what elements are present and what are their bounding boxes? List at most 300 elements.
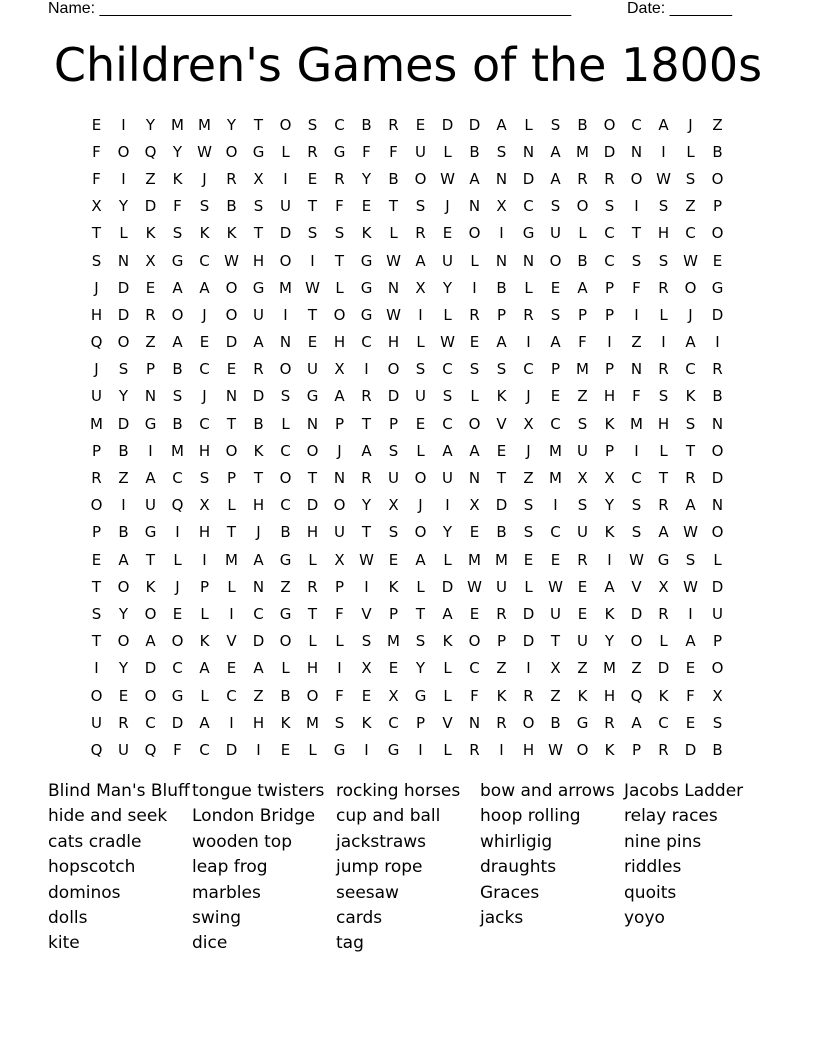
grid-letter: O: [144, 604, 157, 623]
grid-letter: O: [279, 469, 292, 488]
grid-letter: H: [252, 713, 265, 732]
grid-letter: A: [172, 333, 183, 352]
grid-letter: T: [631, 224, 642, 243]
grid-letter: A: [253, 659, 264, 678]
grid-letter: M: [549, 441, 562, 460]
grid-letter: N: [495, 251, 508, 270]
grid-letter: K: [361, 713, 372, 732]
grid-letter: S: [442, 387, 453, 406]
grid-letter: I: [445, 496, 450, 515]
grid-letter: P: [604, 360, 615, 379]
grid-letter: Z: [577, 387, 588, 406]
grid-letter: C: [469, 659, 480, 678]
grid-letter: U: [577, 632, 588, 651]
grid-letter: S: [415, 632, 426, 651]
grid-letter: P: [496, 305, 507, 324]
grid-letter: L: [308, 740, 317, 759]
grid-row: [83, 356, 731, 383]
grid-letter: W: [386, 305, 401, 324]
grid-letter: O: [414, 523, 427, 542]
grid-letter: C: [145, 713, 156, 732]
word-item: relay races: [624, 806, 718, 827]
grid-letter: H: [198, 523, 211, 542]
grid-letter: M: [279, 278, 292, 297]
grid-letter: O: [711, 441, 724, 460]
grid-letter: W: [683, 251, 698, 270]
grid-letter: O: [711, 523, 724, 542]
grid-letter: U: [307, 360, 318, 379]
grid-letter: U: [145, 496, 156, 515]
grid-letter: V: [442, 713, 453, 732]
grid-letter: H: [657, 414, 670, 433]
word-column: [192, 779, 336, 957]
grid-letter: G: [171, 686, 184, 705]
grid-letter: I: [607, 550, 612, 569]
grid-letter: P: [604, 441, 615, 460]
grid-letter: E: [712, 251, 723, 270]
grid-letter: O: [279, 251, 292, 270]
grid-letter: N: [468, 713, 481, 732]
grid-letter: K: [658, 686, 669, 705]
grid-letter: S: [91, 251, 102, 270]
grid-letter: B: [118, 523, 129, 542]
grid-letter: Q: [144, 740, 157, 759]
date-field-label[interactable]: Date: _______: [627, 0, 732, 17]
grid-letter: C: [550, 414, 561, 433]
grid-letter: Y: [442, 523, 453, 542]
grid-letter: W: [629, 550, 644, 569]
grid-letter: O: [306, 441, 319, 460]
grid-letter: U: [334, 523, 345, 542]
grid-letter: D: [711, 469, 724, 488]
grid-letter: W: [548, 740, 563, 759]
grid-letter: L: [659, 305, 668, 324]
grid-letter: A: [145, 469, 156, 488]
grid-letter: R: [361, 387, 372, 406]
grid-letter: U: [415, 142, 426, 161]
grid-row: [83, 301, 731, 328]
grid-letter: Z: [631, 659, 642, 678]
grid-letter: N: [144, 387, 157, 406]
grid-letter: B: [712, 740, 723, 759]
grid-letter: T: [253, 224, 264, 243]
grid-letter: I: [634, 305, 639, 324]
grid-letter: O: [90, 686, 103, 705]
grid-letter: X: [145, 251, 156, 270]
word-item: marbles: [192, 882, 261, 903]
grid-letter: A: [685, 632, 696, 651]
grid-letter: T: [685, 441, 696, 460]
grid-letter: I: [364, 360, 369, 379]
grid-letter: O: [387, 360, 400, 379]
grid-letter: I: [121, 169, 126, 188]
grid-letter: N: [279, 333, 292, 352]
grid-row: [83, 329, 731, 356]
grid-letter: O: [333, 305, 346, 324]
grid-letter: O: [279, 632, 292, 651]
grid-letter: S: [496, 142, 507, 161]
grid-letter: S: [415, 197, 426, 216]
grid-letter: H: [657, 224, 670, 243]
grid-letter: E: [415, 414, 426, 433]
grid-letter: X: [388, 496, 399, 515]
word-item: seesaw: [336, 882, 399, 903]
grid-letter: W: [440, 333, 455, 352]
grid-letter: L: [227, 577, 236, 596]
name-field-label[interactable]: Name: _____________________________________________________: [48, 0, 572, 17]
grid-letter: Y: [118, 387, 129, 406]
grid-letter: I: [418, 305, 423, 324]
grid-letter: C: [550, 523, 561, 542]
grid-row: [83, 628, 731, 655]
grid-letter: L: [470, 387, 479, 406]
grid-letter: R: [469, 305, 480, 324]
grid-letter: T: [91, 224, 102, 243]
grid-letter: O: [279, 115, 292, 134]
grid-letter: W: [467, 577, 482, 596]
grid-letter: X: [334, 550, 345, 569]
grid-letter: U: [496, 577, 507, 596]
grid-letter: A: [550, 169, 561, 188]
grid-letter: B: [712, 142, 723, 161]
grid-letter: I: [256, 740, 261, 759]
grid-letter: C: [631, 469, 642, 488]
grid-letter: A: [550, 333, 561, 352]
grid-letter: B: [226, 197, 237, 216]
grid-letter: G: [252, 142, 265, 161]
grid-letter: O: [576, 197, 589, 216]
grid-letter: I: [553, 496, 558, 515]
grid-letter: Y: [361, 496, 372, 515]
word-item: jump rope: [336, 857, 423, 878]
word-column: [480, 779, 624, 931]
grid-letter: K: [253, 441, 264, 460]
grid-letter: A: [199, 278, 210, 297]
grid-letter: E: [550, 278, 561, 297]
grid-letter: K: [199, 224, 210, 243]
grid-letter: T: [658, 469, 669, 488]
grid-letter: G: [711, 278, 724, 297]
grid-letter: I: [418, 740, 423, 759]
grid-letter: I: [283, 169, 288, 188]
grid-letter: B: [253, 414, 264, 433]
word-item: swing: [192, 907, 242, 928]
grid-letter: P: [334, 414, 345, 433]
grid-letter: X: [199, 496, 210, 515]
grid-letter: O: [711, 224, 724, 243]
word-item: kite: [48, 933, 80, 954]
grid-row: [83, 682, 731, 709]
grid-letter: N: [306, 414, 319, 433]
grid-letter: T: [253, 115, 264, 134]
grid-letter: A: [442, 604, 453, 623]
grid-letter: E: [145, 278, 156, 297]
grid-letter: F: [578, 333, 587, 352]
word-item: riddles: [624, 857, 682, 878]
grid-letter: W: [359, 550, 374, 569]
grid-row: [83, 220, 731, 247]
word-item: hopscotch: [48, 857, 136, 878]
grid-letter: Z: [280, 577, 291, 596]
grid-letter: T: [550, 632, 561, 651]
grid-letter: O: [468, 414, 481, 433]
grid-letter: H: [252, 496, 265, 515]
grid-letter: U: [442, 469, 453, 488]
grid-letter: E: [307, 169, 318, 188]
grid-letter: O: [117, 142, 130, 161]
grid-letter: I: [526, 333, 531, 352]
grid-letter: Z: [145, 333, 156, 352]
grid-letter: Y: [226, 115, 237, 134]
grid-letter: R: [658, 604, 669, 623]
grid-letter: E: [91, 550, 102, 569]
grid-letter: F: [92, 142, 101, 161]
grid-letter: T: [307, 305, 318, 324]
grid-letter: D: [279, 224, 292, 243]
grid-letter: Q: [630, 686, 643, 705]
grid-letter: G: [333, 740, 346, 759]
grid-letter: L: [200, 686, 209, 705]
grid-letter: G: [387, 740, 400, 759]
grid-row: [83, 519, 731, 546]
grid-letter: Q: [171, 496, 184, 515]
grid-letter: S: [631, 496, 642, 515]
grid-letter: H: [306, 523, 319, 542]
grid-letter: L: [659, 632, 668, 651]
grid-letter: M: [306, 713, 319, 732]
grid-letter: B: [577, 115, 588, 134]
grid-row: [83, 546, 731, 573]
grid-letter: P: [631, 740, 642, 759]
grid-letter: U: [577, 523, 588, 542]
grid-letter: N: [468, 469, 481, 488]
grid-letter: D: [252, 387, 265, 406]
grid-letter: L: [416, 441, 425, 460]
grid-letter: D: [144, 659, 157, 678]
grid-letter: D: [522, 169, 535, 188]
grid-letter: X: [577, 469, 588, 488]
grid-letter: T: [361, 523, 372, 542]
grid-letter: R: [361, 469, 372, 488]
grid-letter: X: [361, 659, 372, 678]
grid-letter: E: [550, 387, 561, 406]
grid-letter: K: [226, 224, 237, 243]
grid-letter: L: [389, 224, 398, 243]
grid-letter: S: [253, 197, 264, 216]
grid-letter: D: [225, 333, 238, 352]
grid-letter: D: [117, 278, 130, 297]
grid-letter: X: [334, 360, 345, 379]
grid-letter: A: [658, 115, 669, 134]
grid-letter: H: [306, 659, 319, 678]
grid-letter: U: [91, 713, 102, 732]
word-column: [336, 779, 480, 957]
grid-letter: A: [658, 523, 669, 542]
grid-letter: U: [577, 441, 588, 460]
grid-letter: E: [496, 441, 507, 460]
header: [48, 0, 748, 20]
grid-letter: N: [468, 197, 481, 216]
grid-letter: P: [604, 305, 615, 324]
grid-letter: I: [715, 333, 720, 352]
grid-letter: L: [227, 496, 236, 515]
grid-letter: I: [175, 523, 180, 542]
grid-letter: L: [335, 278, 344, 297]
grid-letter: S: [307, 224, 318, 243]
grid-letter: U: [118, 740, 129, 759]
grid-letter: X: [388, 686, 399, 705]
grid-letter: G: [333, 142, 346, 161]
grid-letter: R: [496, 713, 507, 732]
word-item: tongue twisters: [192, 781, 325, 801]
grid-letter: N: [630, 360, 643, 379]
grid-letter: I: [661, 333, 666, 352]
grid-letter: M: [90, 414, 103, 433]
grid-letter: D: [171, 713, 184, 732]
grid-letter: S: [469, 360, 480, 379]
grid-row: [83, 383, 731, 410]
grid-letter: R: [91, 469, 102, 488]
grid-letter: A: [253, 550, 264, 569]
grid-letter: I: [364, 740, 369, 759]
word-item: quoits: [624, 882, 677, 903]
grid-letter: L: [281, 659, 290, 678]
grid-letter: S: [658, 251, 669, 270]
grid-letter: S: [172, 387, 183, 406]
grid-letter: E: [577, 577, 588, 596]
grid-letter: S: [550, 115, 561, 134]
word-item: bow and arrows: [480, 781, 615, 801]
grid-letter: W: [440, 169, 455, 188]
grid-letter: I: [283, 305, 288, 324]
grid-letter: R: [469, 740, 480, 759]
grid-letter: L: [578, 224, 587, 243]
grid-letter: S: [388, 441, 399, 460]
grid-letter: G: [657, 550, 670, 569]
grid-letter: L: [335, 632, 344, 651]
grid-letter: L: [443, 659, 452, 678]
grid-letter: J: [256, 523, 261, 542]
grid-letter: O: [144, 686, 157, 705]
grid-letter: I: [499, 740, 504, 759]
grid-letter: E: [199, 333, 210, 352]
grid-letter: R: [253, 360, 264, 379]
grid-letter: D: [711, 577, 724, 596]
grid-letter: C: [199, 740, 210, 759]
grid-letter: I: [472, 278, 477, 297]
grid-letter: K: [145, 224, 156, 243]
grid-letter: S: [577, 496, 588, 515]
grid-letter: O: [225, 142, 238, 161]
grid-letter: D: [252, 632, 265, 651]
grid-letter: E: [415, 115, 426, 134]
grid-letter: Y: [145, 115, 156, 134]
grid-letter: C: [523, 360, 534, 379]
grid-letter: I: [607, 333, 612, 352]
grid-letter: K: [199, 632, 210, 651]
grid-letter: O: [279, 360, 292, 379]
grid-letter: A: [604, 577, 615, 596]
grid-letter: S: [496, 360, 507, 379]
grid-letter: E: [361, 197, 372, 216]
grid-letter: R: [334, 169, 345, 188]
grid-letter: C: [172, 659, 183, 678]
page-title: Children's Games of the 1800s: [53, 38, 763, 92]
grid-row: [83, 464, 731, 491]
grid-letter: A: [415, 251, 426, 270]
grid-letter: D: [684, 740, 697, 759]
grid-letter: Y: [172, 142, 183, 161]
grid-letter: U: [712, 604, 723, 623]
grid-letter: A: [496, 333, 507, 352]
grid-letter: C: [199, 360, 210, 379]
grid-letter: A: [631, 713, 642, 732]
grid-letter: L: [524, 278, 533, 297]
grid-letter: U: [550, 604, 561, 623]
grid-letter: K: [604, 414, 615, 433]
grid-letter: M: [495, 550, 508, 569]
grid-letter: O: [225, 305, 238, 324]
grid-letter: I: [148, 441, 153, 460]
grid-letter: D: [117, 305, 130, 324]
grid-letter: A: [334, 387, 345, 406]
grid-letter: M: [549, 469, 562, 488]
grid-letter: K: [361, 224, 372, 243]
grid-letter: M: [225, 550, 238, 569]
grid-letter: Y: [118, 604, 129, 623]
grid-letter: H: [603, 387, 616, 406]
grid-letter: J: [688, 115, 693, 134]
grid-letter: U: [550, 224, 561, 243]
grid-letter: Q: [144, 142, 157, 161]
grid-letter: P: [550, 360, 561, 379]
grid-letter: S: [172, 224, 183, 243]
grid-letter: D: [630, 604, 643, 623]
grid-letter: P: [604, 278, 615, 297]
word-item: dolls: [48, 907, 88, 928]
grid-letter: T: [307, 469, 318, 488]
grid-letter: C: [442, 360, 453, 379]
word-item: hoop rolling: [480, 806, 581, 827]
grid-letter: S: [631, 251, 642, 270]
grid-letter: D: [144, 197, 157, 216]
grid-letter: O: [171, 632, 184, 651]
grid-letter: O: [117, 577, 130, 596]
grid-letter: M: [576, 360, 589, 379]
grid-letter: I: [202, 550, 207, 569]
grid-letter: J: [526, 387, 531, 406]
grid-letter: F: [362, 142, 371, 161]
grid-letter: R: [658, 496, 669, 515]
grid-letter: C: [253, 604, 264, 623]
word-item: Blind Man's Bluff: [48, 781, 190, 801]
grid-letter: M: [630, 414, 643, 433]
grid-letter: E: [388, 659, 399, 678]
grid-letter: R: [415, 224, 426, 243]
grid-letter: M: [468, 550, 481, 569]
word-item: jackstraws: [336, 831, 427, 852]
grid-letter: R: [523, 305, 534, 324]
grid-letter: L: [524, 115, 533, 134]
grid-letter: V: [226, 632, 237, 651]
grid-letter: I: [634, 441, 639, 460]
grid-letter: K: [604, 740, 615, 759]
grid-letter: Z: [253, 686, 264, 705]
word-item: Graces: [480, 882, 540, 903]
grid-letter: R: [604, 713, 615, 732]
grid-letter: S: [199, 469, 210, 488]
grid-letter: P: [388, 604, 399, 623]
